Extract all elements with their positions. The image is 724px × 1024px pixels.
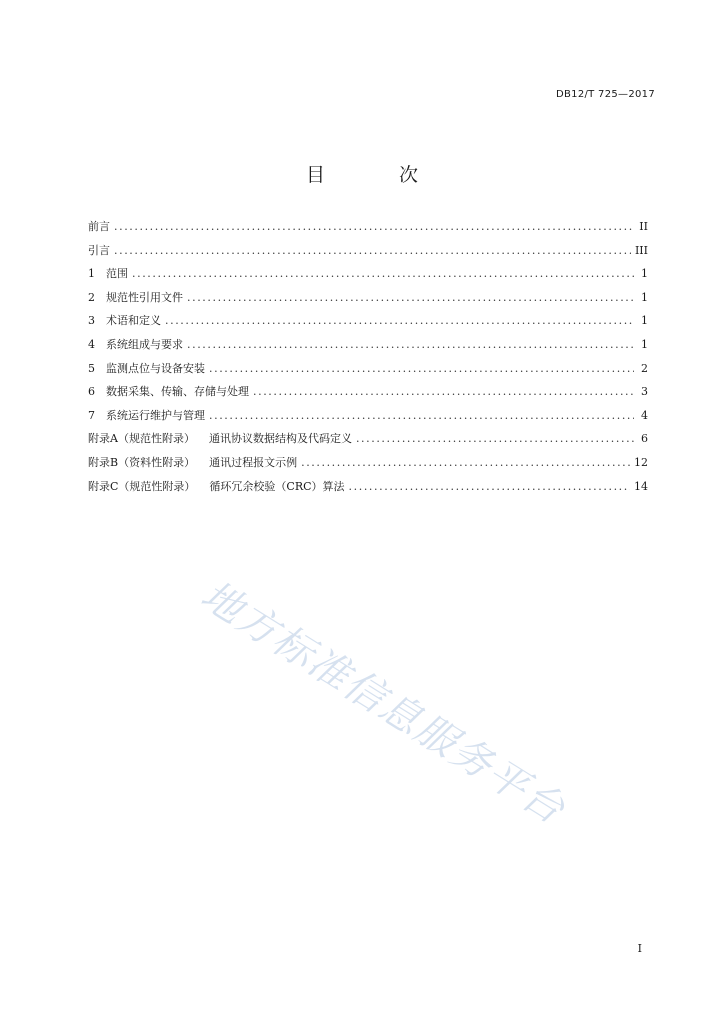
toc-entry-appendix: 附录A（规范性附录）	[88, 432, 195, 446]
toc-dot-leader	[356, 432, 634, 445]
toc-entry-title: 规范性引用文件	[106, 290, 183, 304]
toc-entry-page: II	[639, 220, 648, 233]
toc-dot-leader	[187, 338, 634, 351]
toc-entry-page: 1	[641, 267, 648, 281]
toc-entry-title: 通讯协议数据结构及代码定义	[208, 432, 352, 446]
toc-entry-title: 范围	[106, 267, 128, 281]
toc-entry-number: 1	[88, 267, 95, 281]
document-code: DB12/T 725—2017	[556, 89, 655, 100]
toc-dot-leader	[209, 409, 634, 422]
toc-entry[interactable]	[88, 336, 648, 360]
toc-entry-page: 4	[641, 408, 648, 422]
toc-entry[interactable]	[88, 289, 648, 313]
page-number: I	[637, 942, 642, 955]
toc-entry[interactable]	[88, 478, 648, 502]
toc-dot-leader	[187, 291, 634, 304]
toc-entry[interactable]	[88, 454, 648, 478]
toc-entry-number: 4	[88, 337, 95, 351]
toc-entry-title: 循环冗余校验（CRC）算法	[209, 479, 345, 493]
toc-entry-title: 通讯过程报文示例	[209, 455, 298, 469]
toc-entry[interactable]	[88, 265, 648, 289]
toc-entry-title: 系统运行维护与管理	[106, 408, 205, 422]
toc-entry[interactable]	[88, 383, 648, 407]
toc-entry-title: 前言	[88, 220, 110, 233]
toc-entry-page: 12	[634, 455, 648, 469]
toc-entry-appendix: 附录B（资料性附录）	[88, 455, 196, 469]
toc-entry-title: 数据采集、传输、存储与处理	[106, 385, 249, 399]
toc-entry-title: 系统组成与要求	[106, 337, 183, 351]
toc-dot-leader	[114, 244, 631, 257]
toc-entry-page: 2	[641, 361, 648, 375]
toc-entry-appendix: 附录C（规范性附录）	[88, 479, 196, 493]
toc-entry[interactable]	[88, 312, 648, 336]
watermark: 地方标准信息服务平台	[192, 572, 574, 834]
toc-entry-page: 3	[641, 385, 648, 399]
toc-entry-number: 5	[88, 361, 95, 375]
toc-entry-page: 1	[641, 314, 648, 328]
toc-entry[interactable]	[88, 430, 648, 454]
toc-entry-number: 7	[88, 408, 95, 422]
toc-dot-leader	[165, 314, 634, 327]
toc-entry-title: 术语和定义	[106, 314, 161, 328]
toc-entry[interactable]	[88, 360, 648, 384]
toc-dot-leader	[301, 456, 630, 469]
toc-dot-leader	[114, 220, 634, 233]
toc-entry-page: 1	[641, 337, 648, 351]
toc-dot-leader	[209, 362, 634, 375]
toc-entry-number: 6	[88, 385, 95, 399]
toc-dot-leader	[349, 480, 630, 493]
toc-entry-number: 3	[88, 314, 95, 328]
page-title: 目 次	[305, 164, 453, 186]
toc-entry-page: 1	[641, 290, 648, 304]
toc-entry-title: 监测点位与设备安装	[106, 361, 205, 375]
toc-entry-page: III	[634, 243, 648, 257]
toc-entry-page: 14	[634, 479, 648, 493]
toc-entry-number: 2	[88, 290, 95, 304]
toc-entry-title: 引言	[88, 243, 110, 257]
toc-entry[interactable]	[88, 407, 648, 431]
toc-entry-page: 6	[641, 432, 648, 446]
toc-dot-leader	[253, 385, 634, 398]
table-of-contents	[88, 218, 648, 501]
toc-entry[interactable]	[88, 218, 648, 242]
toc-dot-leader	[132, 267, 634, 280]
toc-entry[interactable]	[88, 242, 648, 266]
